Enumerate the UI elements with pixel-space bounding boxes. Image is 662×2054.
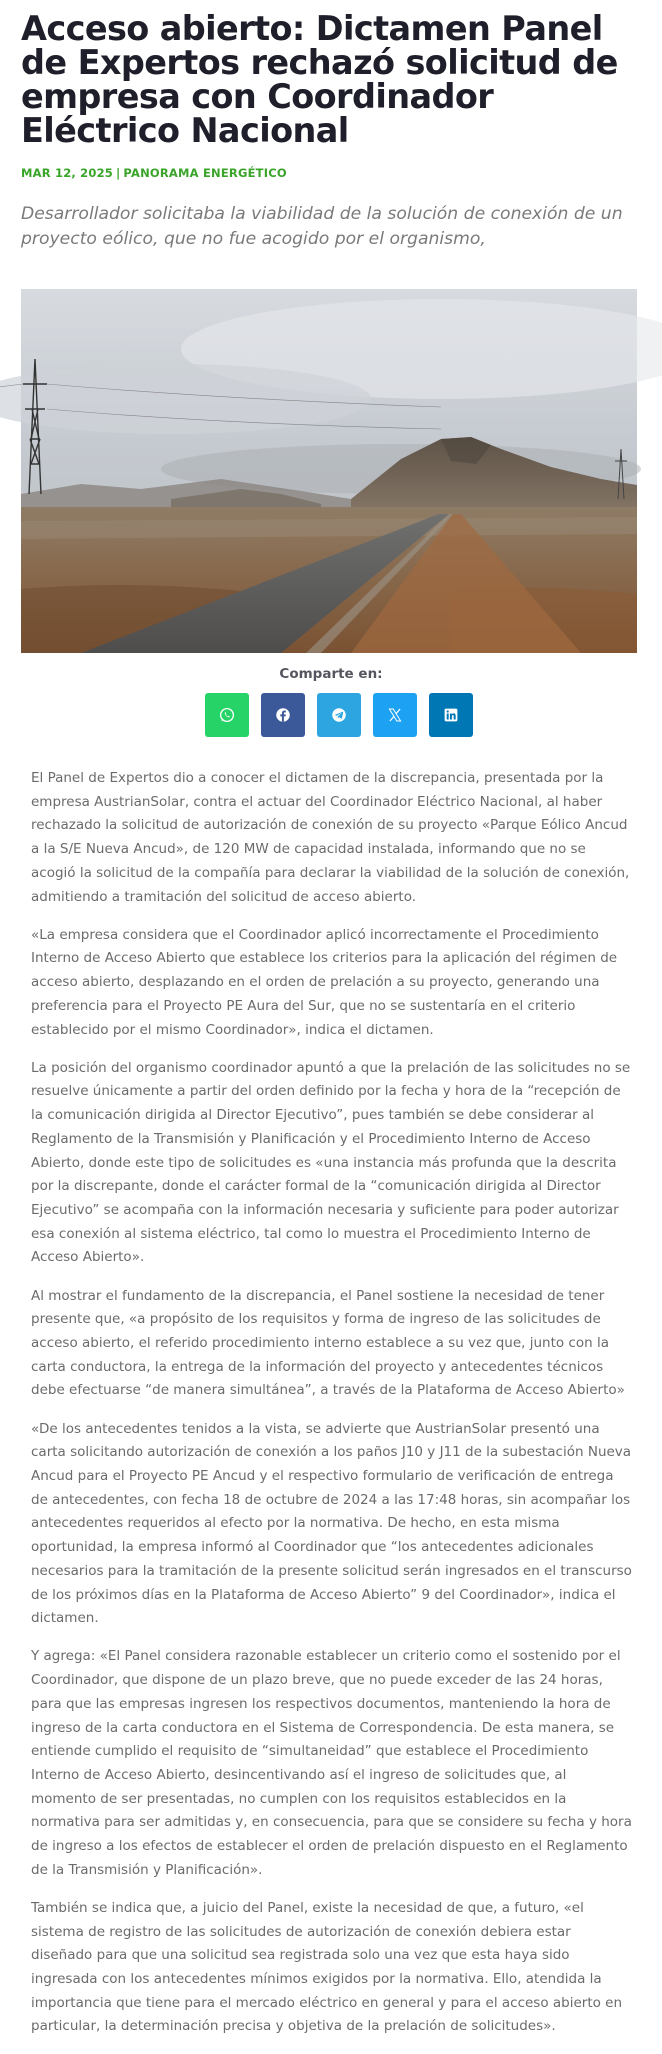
article-paragraph: Al mostrar el fundamento de la discrepancia, el Panel sostiene la necesidad de tener presente que, «a propósito de los requisitos y forma de ingreso de las solicitudes de acceso abierto, el referido procedimiento interno establece a su vez que, junto con la carta conductora, la entrega de la información del proyecto y antecedentes técnicos debe efectuarse “de manera simultánea”, a través de la Plataforma de Acceso Abierto» bbox=[31, 1287, 625, 1399]
article-paragraph: También se indica que, a juicio del Panel, existe la necesidad de que, a futuro, «el sistema de registro de las solicitudes de autorización de conexión debiera estar diseñado para que una solicitud sea registrada solo una vez que esta haya sido ingresada con los antecedentes mínimos exigidos por la normativa. Ello, atendida la importancia que tiene para el mercado eléctrico en general y para el acceso abierto en particular, la determinación precisa y objetiva de la prelación de solicitudes». bbox=[31, 1899, 623, 2035]
article-paragraph: «De los antecedentes tenidos a la vista, se advierte que AustrianSolar presentó una carta solicitando autorización de conexión a los paños J10 y J11 de la subestación Nueva Ancud para el Proyecto PE Ancud y el respectivo formulario de verificación de entrega de antecedentes, con fecha 18 de octubre de 2024 a las 17:48 horas, sin acompañar los antecedentes requeridos al efecto por la normativa. De hecho, en esta misma oportunidad, la empresa informó al Coordinador que “los antecedentes adicionales necesarios para la tramitación de la presente solicitud serán ingresados en el transcurso de los próximos días en la Plataforma de Acceso Abierto” 9 del Coordinador», indica el dictamen. bbox=[31, 1420, 632, 1627]
x-icon bbox=[386, 706, 404, 724]
landscape-road-photo bbox=[21, 289, 637, 653]
article-paragraph: El Panel de Expertos dio a conocer el dictamen de la discrepancia, presentada por la empresa AustrianSolar, contra el actuar del Coordinador Eléctrico Nacional, al haber rechazado la solicitud de autorización de conexión de su proyecto «Parque Eólico Ancud a la S/E Nueva Ancud», de 120 MW de capacidad instalada, informando que no se acogió la solicitud de la compañía para declarar la viabilidad de la solución de conexión, admitiendo a tramitación del solicitud de acceso abierto. bbox=[31, 770, 630, 905]
share-linkedin-button[interactable] bbox=[429, 693, 473, 737]
share-whatsapp-button[interactable] bbox=[205, 693, 249, 737]
post-date: MAR 12, 2025 bbox=[21, 166, 113, 180]
share-label: Comparte en: bbox=[279, 666, 383, 682]
share-facebook-button[interactable] bbox=[261, 693, 305, 737]
article-paragraph: «La empresa considera que el Coordinador aplicó incorrectamente el Procedimiento Interno de Acceso Abierto que establece los criterios para la aplicación del régimen de acceso abierto, desplazando en el orden de prelación a su proyecto, generando una preferencia para el Proyecto PE Aura del Sur, que no se sustentaría en el criterio establecido por el mismo Coordinador», indica el dictamen. bbox=[31, 926, 618, 1038]
article-paragraph: Y agrega: «El Panel considera razonable establecer un criterio como el sostenido por el Coordinador, que dispone de un plazo breve, que no puede exceder de las 24 horas, para que las empresas ingresen los respectivos documentos, manteniendo la hora de ingreso de la carta conductora en el Sistema de Correspondencia. De esta manera, se entiende cumplido el requisito de “simultaneidad” que establece el Procedimiento Interno de Acceso Abierto, desincentivando así el ingreso de solicitudes que, al momento de ser presentadas, no cumplen con los requisitos establecidos en la normativa para ser admitidas y, en consecuencia, para que se considere su fecha y hora de ingreso a los efectos de establecer el orden de prelación dispuesto en el Reglamento de la Transmisión y Planificación». bbox=[31, 1648, 632, 1878]
share-telegram-button[interactable] bbox=[317, 693, 361, 737]
featured-image bbox=[21, 289, 637, 653]
facebook-icon bbox=[274, 706, 292, 724]
meta-separator: | bbox=[116, 166, 121, 180]
article-lede: Desarrollador solicitaba la viabilidad de la solución de conexión de un proyecto eólico, que no fue acogido por el organismo, bbox=[21, 204, 623, 249]
post-meta bbox=[21, 166, 287, 180]
share-buttons bbox=[205, 693, 485, 737]
article-paragraph: La posición del organismo coordinador apuntó a que la prelación de las solicitudes no se resuelve únicamente a partir del orden definido por la fecha y hora de la “recepción de la comunicación dirigida al Director Ejecutivo”, pues también se debe considerar al Reglamento de la Transmisión y Planificación y el Procedimiento Interno de Acceso Abierto, donde este tipo de solicitudes es «una instancia más profunda que la descrita por la discrepante, donde el carácter formal de la “comunicación dirigida al Director Ejecutivo” se acompaña con la información necesaria y suficiente para poder autorizar esa conexión al sistema eléctrico, tal como lo muestra el Procedimiento Interno de Acceso Abierto». bbox=[31, 1059, 631, 1266]
page-title: Acceso abierto: Dictamen Panel de Expertos rechazó solicitud de empresa con Coordinador Eléctrico Nacional bbox=[21, 9, 618, 150]
share-x-button[interactable] bbox=[373, 693, 417, 737]
telegram-icon bbox=[330, 706, 348, 724]
post-category-link[interactable]: PANORAMA ENERGÉTICO bbox=[123, 166, 287, 180]
whatsapp-icon bbox=[218, 706, 236, 724]
article-body bbox=[31, 767, 634, 2054]
linkedin-icon bbox=[442, 706, 460, 724]
